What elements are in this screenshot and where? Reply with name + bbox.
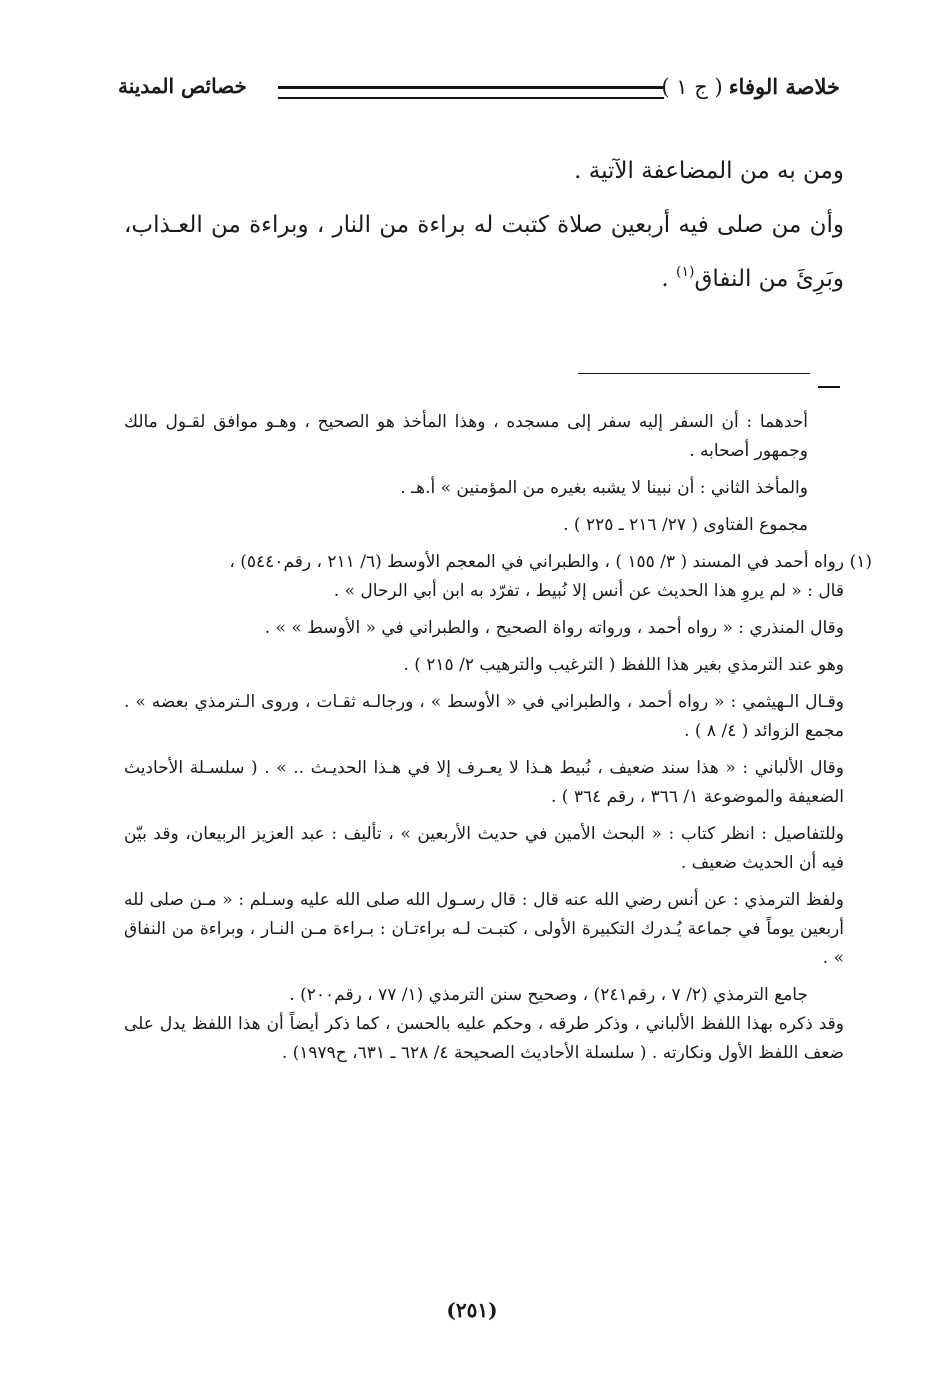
footnote-continuation-dash: [818, 386, 840, 388]
footnote-1-line-8: ولفظ الترمذي : عن أنس رضي الله عنه قال : قال رسـول الله صلى الله عليه وسـلم : « مـن صلى لله أربعين يوماً في جماعة يُـدرك التكبيرة الأولى ، كتبـت لـه براءتـان : بـراءة مـن النـار ، وبراءة من النفاق » .: [124, 890, 844, 968]
main-line-2: [124, 198, 844, 306]
continued-note-1: أحدهما : أن السفر إليه سفر إلى مسجده ، وهذا المأخذ هو الصحيح ، وهـو موافق لقـول مالك وجمهور أصحابه .: [124, 412, 808, 461]
main-text: [124, 144, 844, 306]
footnote-separator: [578, 373, 810, 374]
footnote-1-line-7: وللتفاصيل : انظر كتاب : « البحث الأمين في حديث الأربعين » ، تأليف : عبد العزيز الربيعان، وقد بيّن فيه أن الحديث ضعيف .: [124, 824, 844, 873]
main-line-2-text: وأن من صلى فيه أربعين صلاة كتبت له براءة من النار ، وبراءة من العـذاب، وبَرِئَ من النفاق: [124, 212, 844, 292]
header-section-title: خصائص المدينة: [118, 74, 247, 98]
continued-note-2: والمأخذ الثاني : أن نبينا لا يشبه بغيره من المؤمنين » أ.هـ .: [400, 478, 808, 498]
footnotes: [124, 408, 872, 1068]
page-number: (٢٥١): [446, 1298, 498, 1322]
header-book-title: [661, 74, 840, 99]
footnote-1-line-3: وقال المنذري : « رواه أحمد ، ورواته رواة الصحيح ، والطبراني في « الأوسط » » .: [264, 618, 844, 638]
footnote-1-line-1: [124, 548, 872, 577]
footnote-ref: (١): [676, 264, 695, 280]
footnote-1-line-4: وهو عند الترمذي بغير هذا اللفظ ( الترغيب والترهيب ٢/ ٢١٥ ) .: [403, 655, 844, 675]
footnote-number: (١): [849, 552, 872, 572]
main-line-1: ومن به من المضاعفة الآتية .: [574, 158, 844, 184]
volume-label: ( ج ١ ): [661, 75, 723, 99]
running-header: [118, 70, 840, 110]
header-rule: [278, 86, 664, 99]
book-title: خلاصة الوفاء: [728, 74, 840, 99]
footnote-1-line-6: وقال الألباني : « هذا سند ضعيف ، نُبيط هـذا لا يعـرف إلا في هـذا الحديـث .. » . ( سلسـلة الأحاديث الضعيفة والموضوعة ١/ ٣٦٦ ، رقم ٣٦٤ ) .: [124, 758, 844, 807]
footnote-1-text: رواه أحمد في المسند ( ٣/ ١٥٥ ) ، والطبراني في المعجم الأوسط (٦/ ٢١١ ، رقم٥٤٤٠) ،: [229, 552, 844, 572]
footnote-1-line-9: جامع الترمذي (٢/ ٧ ، رقم٢٤١) ، وصحيح سنن الترمذي (١/ ٧٧ ، رقم٢٠٠) .: [289, 985, 808, 1005]
footnote-1-line-5: وقـال الـهيثمي : « رواه أحمد ، والطبراني في « الأوسط » ، ورجالـه ثقـات ، وروى الـترمذي بعضه » . مجمع الزوائد ( ٤/ ٨ ) .: [124, 692, 844, 741]
main-line-2-end: .: [661, 266, 669, 292]
footnote-1-line-10: وقد ذكره بهذا اللفظ الألباني ، وذكر طرقه ، وحكم عليه بالحسن ، كما ذكر أيضاً أن هذا اللفظ يدل على ضعف اللفظ الأول ونكارته . ( سلسلة الأحاديث الصحيحة ٤/ ٦٢٨ ـ ٦٣١، ح١٩٧٩) .: [124, 1014, 844, 1063]
footnote-1-line-2: قال : « لم يروِ هذا الحديث عن أنس إلا نُبيط ، تفرّد به ابن أبي الرحال » .: [333, 581, 844, 601]
continued-note-3: مجموع الفتاوى ( ٢٧/ ٢١٦ ـ ٢٢٥ ) .: [563, 515, 808, 535]
